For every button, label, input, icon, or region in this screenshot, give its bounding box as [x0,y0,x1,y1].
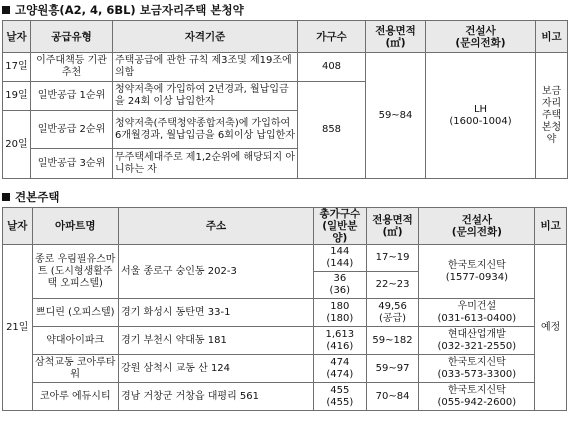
row-type: 일반공급 1순위 [31,82,113,111]
table-header-row [3,21,568,53]
section2-title-text: 견본주택 [15,190,60,204]
model-house-table [2,207,567,411]
table-row [3,245,567,272]
apartment-name: 약대아이파크 [32,327,118,355]
apartment-name: 종로 우림필유스마트 (도시형생활주택 오피스텔) [32,245,118,299]
area: 59~182 [366,327,419,355]
address: 서울 종로구 숭인동 202-3 [118,245,313,299]
section2-title [2,189,59,205]
address: 경기 부천시 약대동 181 [118,327,313,355]
area: 22~23 [366,272,419,299]
row-date: 20일 [3,111,31,179]
address: 경남 거창군 거창읍 대평리 561 [118,383,313,411]
total-value: 1,613 [325,328,355,340]
builder-phone: (1577-0934) [445,271,508,283]
section1-title [2,2,244,18]
area: 59~97 [366,355,419,383]
table-header-row [3,208,567,245]
general-value: (180) [326,312,354,324]
builder-name: LH [473,103,488,115]
total-value: 36 [333,273,347,284]
row-type: 일반공급 3순위 [31,149,113,179]
builder-name: 한국토지신탁 [447,259,506,271]
general-value: (144) [326,258,354,269]
area [366,299,419,327]
header-builder-label: 건설사 [461,214,493,226]
header-criteria: 자격기준 [113,21,298,53]
builder-phone: (032-321-2550) [437,340,517,352]
table-row [3,355,567,383]
header-date: 날자 [3,208,33,245]
header-builder [426,21,536,53]
builder-cell [426,53,536,179]
bullet-square-icon [2,6,10,14]
builder-name: 우미건설 [457,300,497,312]
total-households [313,245,366,272]
total-households [313,355,366,383]
table-row [3,383,567,411]
builder-name: 한국토지신탁 [447,384,506,396]
header-total-label: 총가구수 [319,208,361,220]
bullet-square-icon [2,193,10,201]
apartment-name: 쁘디린 (오피스텔) [32,299,118,327]
header-area [366,21,426,53]
row-criteria: 무주택세대주로 제1,2순위에 해당되지 아니하는 자 [113,149,298,179]
header-date: 날자 [3,21,31,53]
apartment-name: 삼척교동 코아루타워 [32,355,118,383]
total-value: 144 [330,246,350,257]
header-builder-label: 건설사 [465,24,496,37]
builder-phone: (1600-1004) [449,115,512,127]
total-value: 180 [330,300,350,312]
builder [419,299,535,327]
header-area-label: 전용면적 [372,214,413,226]
header-households: 가구수 [298,21,366,53]
general-value: (474) [326,368,354,380]
row-type: 일반공급 2순위 [31,111,113,149]
header-builder-phone: (문의전화) [455,36,506,49]
header-area-unit: (㎡) [382,226,403,238]
section1-title-text: 고양원흥(A2, 4, 6BL) 보금자리주택 본청약 [15,3,244,17]
header-note: 비고 [536,21,568,53]
table-row [3,53,568,82]
builder-phone: (055-942-2600) [437,396,517,408]
date-cell: 21일 [3,245,33,411]
header-supply-type: 공급유형 [31,21,113,53]
header-apartment: 아파트명 [32,208,118,245]
note-cell: 예정 [535,245,567,411]
total-households [313,272,366,299]
supply-schedule-table [2,20,568,179]
address: 강원 삼척시 교동 산 124 [118,355,313,383]
header-total [313,208,366,245]
area: 17~19 [366,245,419,272]
header-address: 주소 [118,208,313,245]
general-value: (416) [326,340,354,352]
row-type: 이주대책등 기관추천 [31,53,113,82]
builder [419,245,535,299]
row-date: 19일 [3,82,31,111]
builder-name: 한국토지신탁 [447,356,506,368]
area-cell: 59~84 [366,53,426,179]
total-value: 474 [330,356,350,368]
header-area-label: 전용면적 [375,24,416,37]
header-builder [419,208,535,245]
builder-name: 현대산업개발 [447,328,506,340]
table-row [3,327,567,355]
row-criteria: 주택공급에 관한 규칙 제3조및 제19조에 의함 [113,53,298,82]
header-area-unit: (㎡) [385,36,406,49]
general-value: (36) [329,285,351,296]
row-households: 858 [298,82,366,179]
builder [419,327,535,355]
address: 경기 화성시 동탄면 33-1 [118,299,313,327]
header-builder-phone: (문의전화) [451,226,502,238]
area-value: 49,56 [378,300,407,312]
note-cell: 보금자리주택본청약 [536,53,568,179]
total-households [313,299,366,327]
total-households [313,327,366,355]
total-households [313,383,366,411]
header-total-general: (일반분양) [322,220,358,244]
table-row [3,299,567,327]
row-criteria: 청약저축에 가입하여 2년경과, 월납입금을 24회 이상 납입한자 [113,82,298,111]
header-note: 비고 [535,208,567,245]
total-value: 455 [330,384,350,396]
area-note: (공급) [378,312,407,324]
builder-phone: (031-613-0400) [437,312,517,324]
row-households: 408 [298,53,366,82]
general-value: (455) [326,396,354,408]
area: 70~84 [366,383,419,411]
builder-phone: (033-573-3300) [437,368,517,380]
row-criteria: 청약저축(주택청약종합저축)에 가입하여 6개월경과, 월납입금을 6회이상 납입한자 [113,111,298,149]
apartment-name: 코아루 에듀시티 [32,383,118,411]
header-area [366,208,419,245]
builder [419,383,535,411]
builder [419,355,535,383]
row-date: 17일 [3,53,31,82]
